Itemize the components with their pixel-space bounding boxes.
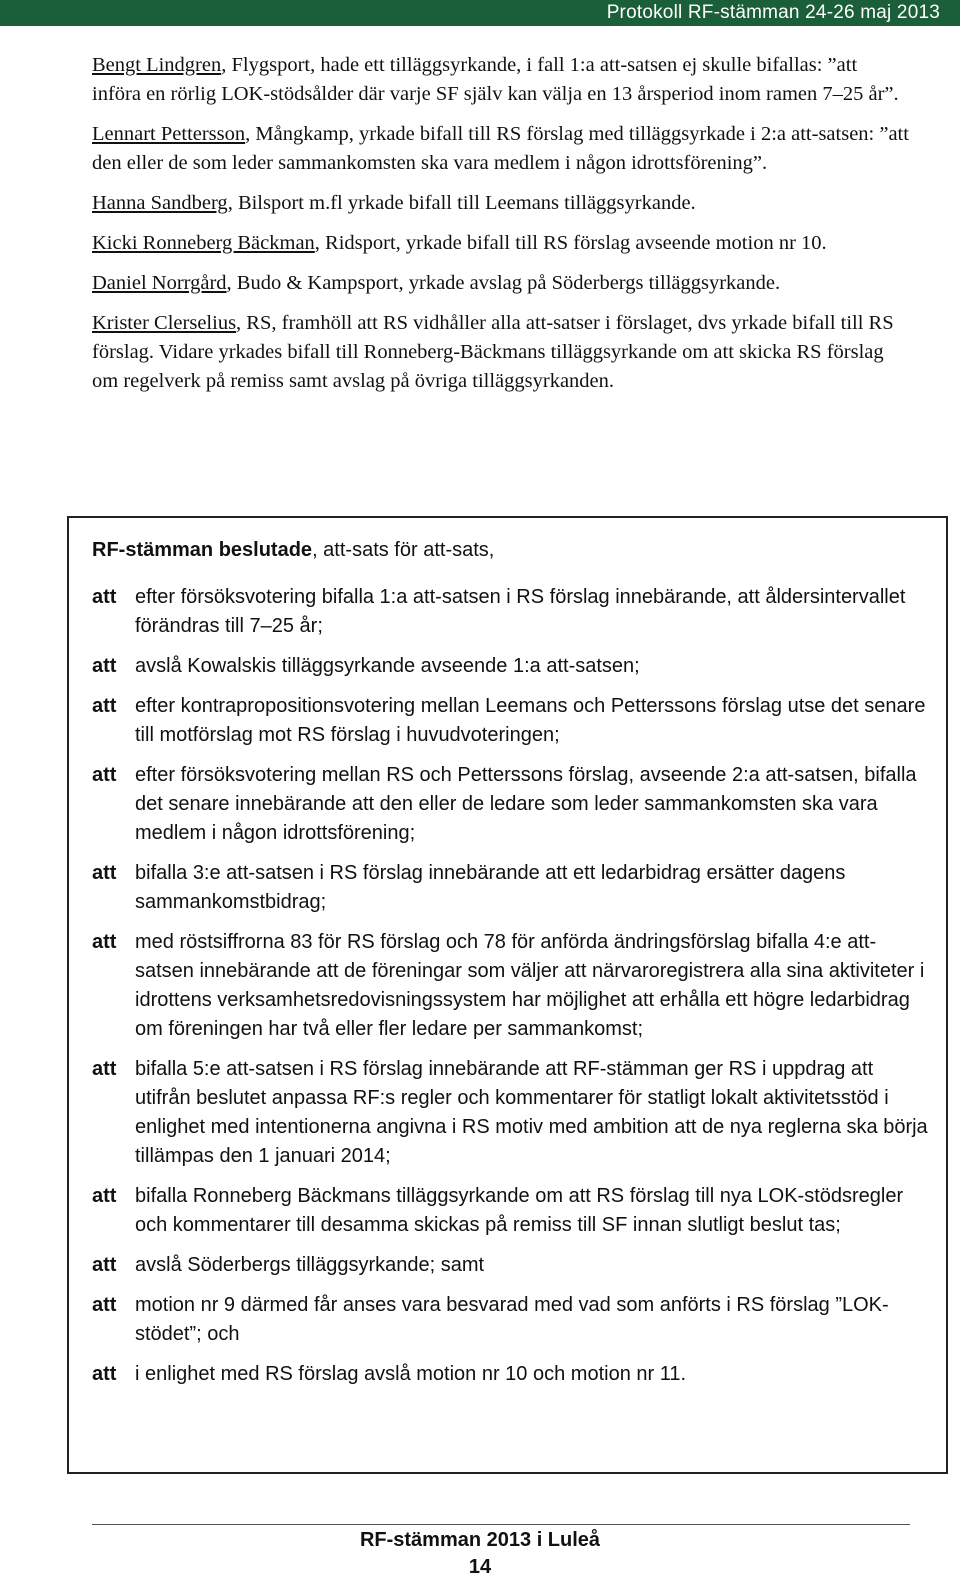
att-item [92, 692, 932, 750]
header-bar [0, 0, 960, 26]
paragraph [92, 309, 910, 396]
att-keyword: att [92, 1363, 117, 1385]
att-item [92, 859, 932, 917]
speaker-name: Hanna Sandberg [92, 192, 228, 214]
paragraph-text: , Bilsport m.fl yrkade bifall till Leemans tilläggsyrkande. [227, 192, 696, 214]
decision-intro-rest: , att-sats för att-sats, [312, 539, 495, 561]
att-keyword: att [92, 655, 117, 677]
att-text: efter försöksvotering bifalla 1:a att-satsen i RS förslag innebärande, att åldersintervallet förändras till 7–25 år; [135, 586, 906, 637]
speaker-name: Daniel Norrgård [92, 272, 227, 294]
att-text: i enlighet med RS förslag avslå motion nr 10 och motion nr 11. [135, 1363, 687, 1385]
att-text: avslå Söderbergs tilläggsyrkande; samt [135, 1254, 485, 1276]
att-keyword: att [92, 931, 117, 953]
page-header-title: Protokoll RF-stämman 24-26 maj 2013 [606, 2, 940, 23]
att-text: avslå Kowalskis tilläggsyrkande avseende 1:a att-satsen; [135, 655, 640, 677]
speaker-name: Bengt Lindgren [92, 54, 222, 76]
att-list [92, 583, 932, 1389]
speaker-name: Lennart Pettersson [92, 123, 246, 145]
paragraph-text: , Flygsport, hade ett tilläggsyrkande, i fall 1:a att-satsen ej skulle bifallas: ”att införa en rörlig LOK-stödsålder där varje SF själv kan välja en 13 årsperiod inom ramen 7–25 år”. [92, 54, 899, 105]
att-keyword: att [92, 1185, 117, 1207]
att-text: efter kontrapropositionsvotering mellan Leemans och Petterssons förslag utse det senare till motförslag mot RS förslag i huvudvoteringen; [135, 695, 926, 746]
speaker-name: Kicki Ronneberg Bäckman [92, 232, 315, 254]
att-text: med röstsiffrorna 83 för RS förslag och 78 för anförda ändringsförslag bifalla 4:e att-satsen innebärande att de föreningar som väljer att närvaroregistrera alla sina aktiviteter i idrottens verksamhetsredovisningssystem har möjlighet att erhålla ett högre ledarbidrag om föreningen har två eller fler ledare per sammankomst; [135, 931, 925, 1040]
footer-title: RF-stämman 2013 i Luleå [359, 1529, 601, 1551]
att-text: efter försöksvotering mellan RS och Petterssons förslag, avseende 2:a att-satsen, bifalla det senare innebärande att den eller de ledare som leder sammankomsten ska vara medlem i någon idrottsförening; [135, 764, 917, 844]
paragraph [92, 269, 910, 298]
att-text: bifalla 5:e att-satsen i RS förslag innebärande att RF-stämman ger RS i uppdrag att utifrån beslutet anpassa RF:s regler och kommentarer för statligt lokalt aktivitetsstöd i enlighet med intentionerna angivna i RS motiv med ambition att de nya reglerna ska börja tillämpas den 1 januari 2014; [135, 1058, 928, 1167]
att-keyword: att [92, 1294, 117, 1316]
att-keyword: att [92, 1058, 117, 1080]
att-text: bifalla Ronneberg Bäckmans tilläggsyrkande om att RS förslag till nya LOK-stödsregler och kommentarer till desamma skickas på remiss till SF innan slutligt beslut tas; [135, 1185, 904, 1236]
paragraph-text: , Budo & Kampsport, yrkade avslag på Söderbergs tilläggsyrkande. [226, 272, 781, 294]
att-item [92, 583, 932, 641]
att-keyword: att [92, 695, 117, 717]
page-number: 14 [468, 1556, 492, 1578]
decision-intro-bold: RF-stämman beslutade [92, 539, 313, 561]
minutes-body [92, 51, 910, 407]
att-item [92, 652, 932, 681]
paragraph [92, 120, 910, 178]
att-keyword: att [92, 764, 117, 786]
att-item [92, 1251, 932, 1280]
paragraph [92, 51, 910, 109]
att-item [92, 1182, 932, 1240]
paragraph-text: , Ridsport, yrkade bifall till RS förslag avseende motion nr 10. [314, 232, 827, 254]
att-item [92, 1291, 932, 1349]
paragraph [92, 229, 910, 258]
paragraph-text: , RS, framhöll att RS vidhåller alla att-satser i förslaget, dvs yrkade bifall till RS förslag. Vidare yrkades bifall till Ronneberg-Bäckmans tilläggsyrkande om att skicka RS förslag om regelverk på remiss samt avslag på övriga tilläggsyrkanden. [92, 312, 894, 392]
att-keyword: att [92, 1254, 117, 1276]
decision-content [92, 536, 932, 1400]
decision-intro [92, 536, 932, 565]
att-item [92, 1055, 932, 1171]
att-item [92, 1360, 932, 1389]
att-item [92, 761, 932, 848]
footer-divider [92, 1524, 910, 1525]
att-item [92, 928, 932, 1044]
att-text: motion nr 9 därmed får anses vara besvarad med vad som anförts i RS förslag ”LOK-stödet”; och [135, 1294, 889, 1345]
att-text: bifalla 3:e att-satsen i RS förslag innebärande att ett ledarbidrag ersätter dagens sammankomstbidrag; [135, 862, 846, 913]
speaker-name: Krister Clerselius [92, 312, 237, 334]
att-keyword: att [92, 862, 117, 884]
att-keyword: att [92, 586, 117, 608]
paragraph-text: , Mångkamp, yrkade bifall till RS förslag med tilläggsyrkade i 2:a att-satsen: ”att den eller de som leder sammankomsten ska vara medlem i någon idrottsförening”. [92, 123, 909, 174]
paragraph [92, 189, 910, 218]
